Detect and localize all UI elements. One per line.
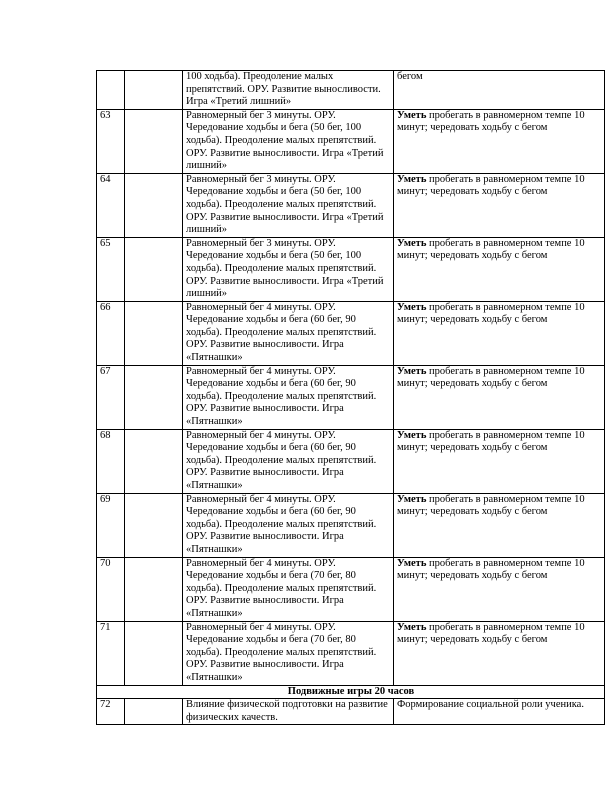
lesson-number-cell: 64 [97, 173, 125, 237]
requirements-cell [394, 109, 605, 173]
requirement-keyword: Уметь [397, 109, 427, 121]
requirement-keyword: Уметь [397, 621, 427, 633]
lesson-plan-table [96, 70, 605, 725]
requirement-keyword: Уметь [397, 173, 427, 185]
lesson-number-cell: 71 [97, 621, 125, 685]
lesson-topic-cell: Равномерный бег 3 минуты. ОРУ. Чередование ходьбы и бега (50 бег, 100 ходьба). Преодоление малых препятствий. ОРУ. Развитие выносливости. Игра «Третий лишний» [183, 237, 394, 301]
requirements-cell [394, 301, 605, 365]
empty-cell [125, 301, 183, 365]
requirement-text: пробегать в равномерном темпе 10 минут; чередовать ходьбу с бегом [397, 557, 585, 582]
empty-cell [125, 237, 183, 301]
table-row [97, 493, 605, 557]
table-row [97, 621, 605, 685]
lesson-number-cell: 66 [97, 301, 125, 365]
table-row [97, 71, 605, 110]
section-title: Подвижные игры 20 часов [97, 685, 605, 699]
lesson-number-cell: 70 [97, 557, 125, 621]
table-row [97, 557, 605, 621]
table-body [97, 71, 605, 725]
table-row [97, 301, 605, 365]
lesson-topic-cell: Равномерный бег 4 минуты. ОРУ. Чередование ходьбы и бега (60 бег, 90 ходьба). Преодоление малых препятствий. ОРУ. Развитие выносливости. Игра «Пятнашки» [183, 365, 394, 429]
empty-cell [125, 429, 183, 493]
empty-cell [125, 173, 183, 237]
requirement-text: пробегать в равномерном темпе 10 минут; чередовать ходьбу с бегом [397, 365, 585, 390]
requirements-cell [394, 493, 605, 557]
lesson-number-cell: 69 [97, 493, 125, 557]
requirements-cell [394, 557, 605, 621]
lesson-number-cell [97, 71, 125, 110]
empty-cell [125, 365, 183, 429]
table-row [97, 365, 605, 429]
requirements-cell [394, 71, 605, 110]
requirement-text: пробегать в равномерном темпе 10 минут; чередовать ходьбу с бегом [397, 429, 585, 454]
requirements-cell [394, 237, 605, 301]
requirement-keyword: Уметь [397, 365, 427, 377]
requirement-text: пробегать в равномерном темпе 10 минут; чередовать ходьбу с бегом [397, 621, 585, 646]
table-row [97, 173, 605, 237]
empty-cell [125, 109, 183, 173]
requirement-keyword: Уметь [397, 429, 427, 441]
requirement-keyword: Уметь [397, 237, 427, 249]
table-row [97, 109, 605, 173]
lesson-topic-cell: Равномерный бег 3 минуты. ОРУ. Чередование ходьбы и бега (50 бег, 100 ходьба). Преодоление малых препятствий. ОРУ. Развитие выносливости. Игра «Третий лишний» [183, 173, 394, 237]
lesson-topic-cell: Влияние физической подготовки на развитие физических качеств. [183, 699, 394, 725]
empty-cell [125, 557, 183, 621]
table-row [97, 699, 605, 725]
requirements-cell: Формирование социальной роли ученика. [394, 699, 605, 725]
requirements-cell [394, 621, 605, 685]
lesson-number-cell: 72 [97, 699, 125, 725]
requirement-keyword: Уметь [397, 301, 427, 313]
requirement-keyword: Уметь [397, 493, 427, 505]
lesson-topic-cell: Равномерный бег 4 минуты. ОРУ. Чередование ходьбы и бега (60 бег, 90 ходьба). Преодоление малых препятствий. ОРУ. Развитие выносливости. Игра «Пятнашки» [183, 429, 394, 493]
requirements-cell [394, 429, 605, 493]
table-row [97, 429, 605, 493]
requirements-cell [394, 365, 605, 429]
requirement-text: бегом [397, 71, 423, 82]
requirements-cell [394, 173, 605, 237]
requirement-text: пробегать в равномерном темпе 10 минут; чередовать ходьбу с бегом [397, 301, 585, 326]
lesson-number-cell: 65 [97, 237, 125, 301]
lesson-topic-cell: Равномерный бег 4 минуты. ОРУ. Чередование ходьбы и бега (70 бег, 80 ходьба). Преодоление малых препятствий. ОРУ. Развитие выносливости. Игра «Пятнашки» [183, 621, 394, 685]
lesson-number-cell: 68 [97, 429, 125, 493]
lesson-topic-cell: Равномерный бег 4 минуты. ОРУ. Чередование ходьбы и бега (60 бег, 90 ходьба). Преодоление малых препятствий. ОРУ. Развитие выносливости. Игра «Пятнашки» [183, 493, 394, 557]
lesson-number-cell: 67 [97, 365, 125, 429]
requirement-text: пробегать в равномерном темпе 10 минут; чередовать ходьбу с бегом [397, 109, 585, 134]
empty-cell [125, 699, 183, 725]
requirement-keyword: Уметь [397, 557, 427, 569]
empty-cell [125, 493, 183, 557]
lesson-number-cell: 63 [97, 109, 125, 173]
lesson-topic-cell: 100 ходьба). Преодоление малых препятствий. ОРУ. Развитие выносливости. Игра «Третий лишний» [183, 71, 394, 110]
requirement-text: пробегать в равномерном темпе 10 минут; чередовать ходьбу с бегом [397, 493, 585, 518]
lesson-topic-cell: Равномерный бег 4 минуты. ОРУ. Чередование ходьбы и бега (60 бег, 90 ходьба). Преодоление малых препятствий. ОРУ. Развитие выносливости. Игра «Пятнашки» [183, 301, 394, 365]
empty-cell [125, 71, 183, 110]
requirement-text: пробегать в равномерном темпе 10 минут; чередовать ходьбу с бегом [397, 237, 585, 262]
section-header-row [97, 685, 605, 699]
empty-cell [125, 621, 183, 685]
table-row [97, 237, 605, 301]
lesson-topic-cell: Равномерный бег 4 минуты. ОРУ. Чередование ходьбы и бега (70 бег, 80 ходьба). Преодоление малых препятствий. ОРУ. Развитие выносливости. Игра «Пятнашки» [183, 557, 394, 621]
requirement-text: пробегать в равномерном темпе 10 минут; чередовать ходьбу с бегом [397, 173, 585, 198]
lesson-topic-cell: Равномерный бег 3 минуты. ОРУ. Чередование ходьбы и бега (50 бег, 100 ходьба). Преодоление малых препятствий. ОРУ. Развитие выносливости. Игра «Третий лишний» [183, 109, 394, 173]
